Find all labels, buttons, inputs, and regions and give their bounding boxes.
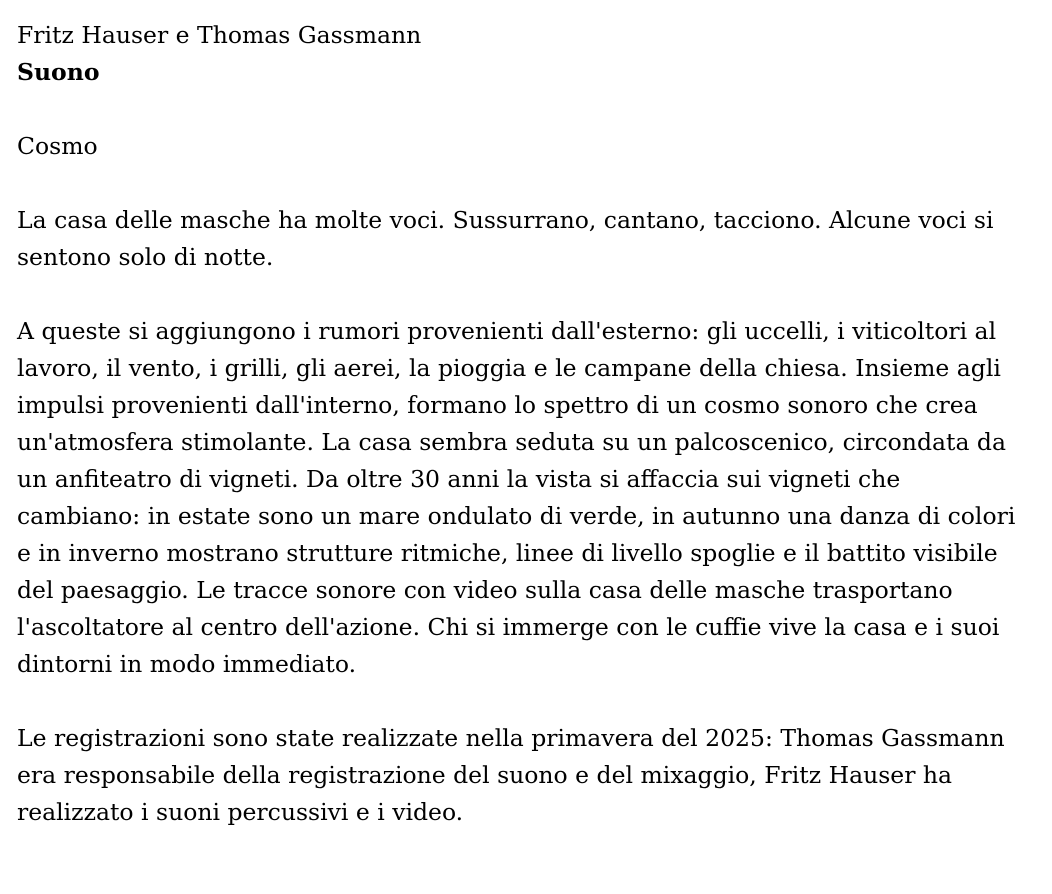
document-title: Suono	[17, 58, 100, 86]
author-line: Fritz Hauser e Thomas Gassmann	[17, 21, 422, 49]
paragraph-credits: Le registrazioni sono state realizzate nella primavera del 2025: Thomas Gassmann era responsabile della registrazione del suono e del mixaggio, Fritz Hauser ha realizzato i suoni percussivi e i video.	[17, 724, 1005, 826]
document-subtitle: Cosmo	[17, 132, 98, 160]
paragraph-intro: La casa delle masche ha molte voci. Sussurrano, cantano, tacciono. Alcune voci si sentono solo di notte.	[17, 206, 994, 271]
paragraph-body: A queste si aggiungono i rumori provenienti dall'esterno: gli uccelli, i viticoltori al lavoro, il vento, i grilli, gli aerei, la pioggia e le campane della chiesa. Insieme agli impulsi provenienti dall'interno, formano lo spettro di un cosmo sonoro che crea un'atmosfera stimolante. La casa sembra seduta su un palcoscenico, circondata da un anfiteatro di vigneti. Da oltre 30 anni la vista si affaccia sui vigneti che cambiano: in estate sono un mare ondulato di verde, in autunno una danza di colori e in inverno mostrano strutture ritmiche, linee di livello spoglie e il battito visibile del paesaggio. Le tracce sonore con video sulla casa delle masche trasportano l'ascoltatore al centro dell'azione. Chi si immerge con le cuffie vive la casa e i suoi dintorni in modo immediato.	[17, 317, 1016, 678]
